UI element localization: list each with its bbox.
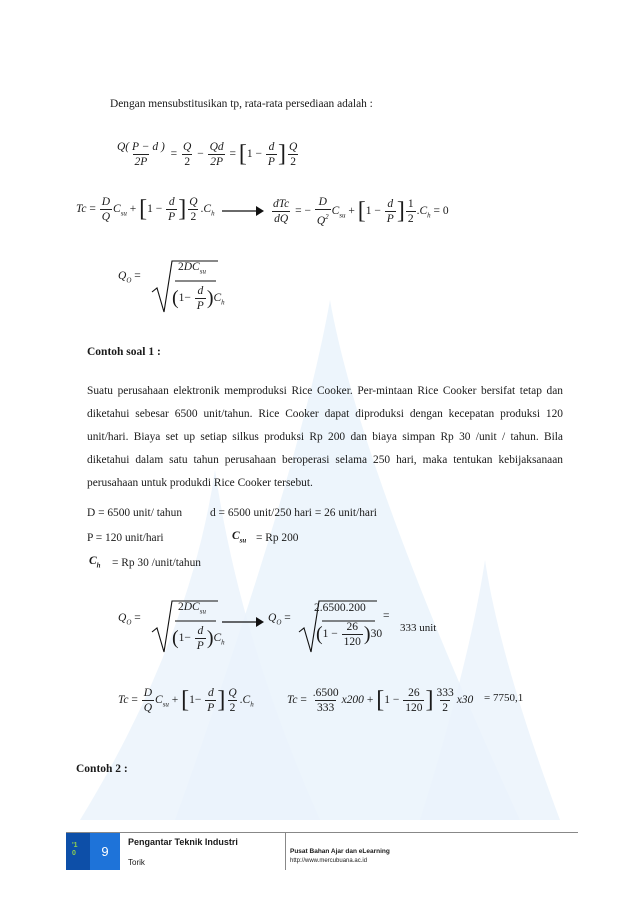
value-x200: x200 bbox=[341, 694, 364, 707]
value-333: 333 bbox=[436, 687, 454, 699]
calc-qo-value-denominator: (1 − $\frac{26}{120}$ )30 bbox=[316, 621, 383, 648]
result-tc: = 7750,1 bbox=[484, 692, 524, 704]
arrow-icon bbox=[222, 205, 264, 217]
calc-tc-numeric: Tc = $\frac{.6500}{333}$ x200 + [1 − $\frac{26}{120}$ ] $\frac{333}{2}$ x30 bbox=[287, 687, 474, 714]
formula-derivative: $\frac{\text{dTc}}{dQ}$ = − $\frac{D}{Q^2}$ $C_{su} + [1$ − $\frac{d}{P}$ ] $\frac{1}{2}$ $.C_h = 0$ bbox=[273, 196, 449, 227]
given-P: P = 120 unit/hari bbox=[87, 532, 164, 544]
calc-qo-value-numerator: 2.6500.200 bbox=[314, 602, 366, 614]
arrow-icon bbox=[222, 616, 264, 628]
calc-qo-equals: = bbox=[383, 610, 390, 622]
formula-optimal-q: $Q_O$ = bbox=[118, 270, 141, 285]
value-26: 26 bbox=[408, 687, 420, 699]
footer-course-title: Pengantar Teknik Industri bbox=[128, 837, 238, 847]
value-x30: x30 bbox=[456, 694, 474, 707]
value-6500: .6500 bbox=[312, 687, 339, 699]
given-d: d = 6500 unit/250 hari = 26 unit/hari bbox=[210, 507, 377, 519]
given-D: D = 6500 unit/ tahun bbox=[87, 507, 183, 519]
value-120: 120 bbox=[343, 636, 361, 648]
result-qo: 333 unit bbox=[400, 622, 437, 634]
footer-center-url: http://www.mercubuana.ac.id bbox=[290, 858, 368, 864]
calc-qo-numerator: $2DC_{su}$ bbox=[178, 601, 206, 616]
footer-center-title: Pusat Bahan Ajar dan eLearning bbox=[290, 848, 390, 855]
intro-text: Dengan mensubstitusikan tp, rata-rata persediaan adalah : bbox=[110, 98, 373, 110]
calc-qo-label-2: $Q_O$ = bbox=[268, 612, 291, 627]
footer-side-mark-text: '1 0 bbox=[72, 842, 78, 857]
qo-numerator: $2DC_{su}$ bbox=[178, 261, 206, 276]
formula-average-inventory: $\frac{Q( P - d )}{2P}$ = $\frac{Q}{2}$ − $\frac{Qd}{2P}$ = [1 − $\frac{d}{P}$ ] $\frac{Q}{2}$ bbox=[117, 141, 298, 168]
footer-vertical-divider bbox=[285, 833, 286, 870]
example2-heading: Contoh 2 : bbox=[76, 763, 128, 775]
given-Ch: = Rp 30 /unit/tahun bbox=[112, 557, 202, 569]
qo-denominator: (1− $\frac{d}{P}$ )$C_h$ bbox=[172, 285, 225, 312]
given-Csu: = Rp 200 bbox=[256, 532, 299, 544]
formula-total-cost: Tc = $\frac{D}{Q}$ $C_{su} + [1$ − $\frac{d}{P}$ ] $\frac{Q}{2}$ $.C_h$ bbox=[76, 196, 215, 223]
symbol-ch: $C_h$ bbox=[89, 555, 101, 570]
value-333-den: 333 bbox=[317, 702, 335, 714]
example1-heading: Contoh soal 1 : bbox=[87, 346, 161, 358]
example1-paragraph: Suatu perusahaan elektronik memproduksi Rice Cooker. Per-mintaan Rice Cooker bersifat tetap dan diketahui sebesar 6500 unit/tahun. Rice Cooker dapat diproduksi dengan kecepatan produksi 120 unit/hari. Biaya set up setiap silkus produksi Rp 200 dan biaya simpan Rp 30 /unit / tahun. Bila diketahui dalam satu tahun perusahaan beroperasi selama 250 hari, maka tentukan kebijaksanaan perusahaan untuk produkdi Rice Cooker tersebut. bbox=[87, 385, 563, 489]
footer-side-mark bbox=[66, 833, 90, 870]
calc-qo-denominator: (1− $\frac{d}{P}$ )$C_h$ bbox=[172, 625, 225, 652]
calc-tc-formula: Tc = $\frac{D}{Q}$ $C_{su} + [1-$ $\frac{d}{P}$ ] $\frac{Q}{2}$ $.C_h$ bbox=[118, 687, 254, 714]
symbol-csu: $C_{su}$ bbox=[232, 530, 247, 545]
calc-qo-label: $Q_O$ = bbox=[118, 612, 141, 627]
page-number: 9 bbox=[90, 833, 120, 870]
footer-divider bbox=[66, 832, 578, 833]
value-120: 120 bbox=[405, 702, 423, 714]
footer-author: Torik bbox=[128, 858, 145, 867]
value-2: 2 bbox=[442, 702, 448, 714]
value-30: 30 bbox=[370, 628, 383, 641]
value-26: 26 bbox=[346, 621, 359, 633]
